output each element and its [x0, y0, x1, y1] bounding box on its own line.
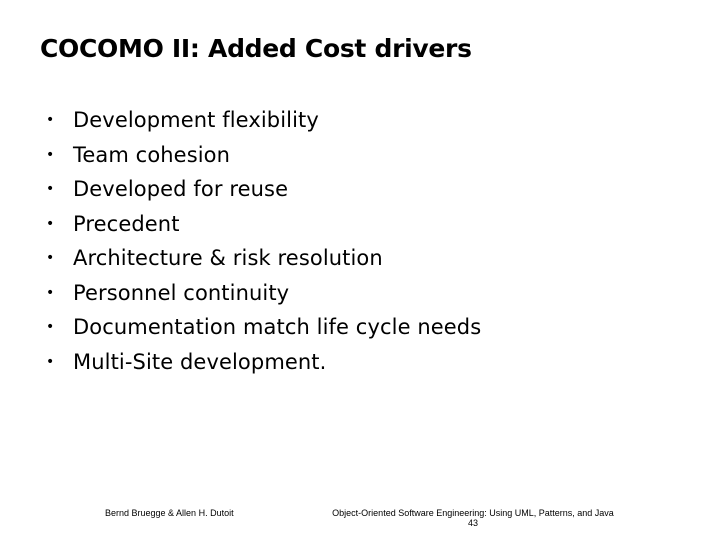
list-item: [46, 276, 481, 311]
list-item: [46, 241, 481, 276]
list-item: [46, 345, 481, 380]
bullet-icon: •: [46, 284, 55, 301]
bullet-icon: •: [46, 353, 55, 370]
bullet-list: [46, 103, 481, 379]
bullet-icon: •: [46, 112, 55, 129]
slide-title: COCOMO II: Added Cost drivers: [40, 34, 472, 63]
bullet-text: Personnel continuity: [73, 280, 290, 305]
bullet-text: Team cohesion: [73, 142, 231, 167]
list-item: [46, 138, 481, 173]
footer-book-title: Object-Oriented Software Engineering: Using UML, Patterns, and Java: [332, 508, 614, 518]
list-item: [46, 207, 481, 242]
list-item: [46, 103, 481, 138]
bullet-text: Multi-Site development.: [73, 349, 327, 374]
footer-book: [314, 508, 632, 528]
bullet-icon: •: [46, 250, 55, 267]
bullet-text: Development flexibility: [73, 108, 319, 133]
bullet-icon: •: [46, 181, 55, 198]
list-item: [46, 310, 481, 345]
footer-authors: Bernd Bruegge & Allen H. Dutoit: [105, 508, 234, 518]
bullet-icon: •: [46, 146, 55, 163]
bullet-icon: •: [46, 215, 55, 232]
bullet-icon: •: [46, 319, 55, 336]
bullet-text: Precedent: [73, 211, 180, 236]
bullet-text: Documentation match life cycle needs: [73, 315, 482, 340]
list-item: [46, 172, 481, 207]
bullet-text: Developed for reuse: [73, 177, 289, 202]
page-number: 43: [467, 518, 478, 528]
bullet-text: Architecture & risk resolution: [73, 246, 383, 271]
